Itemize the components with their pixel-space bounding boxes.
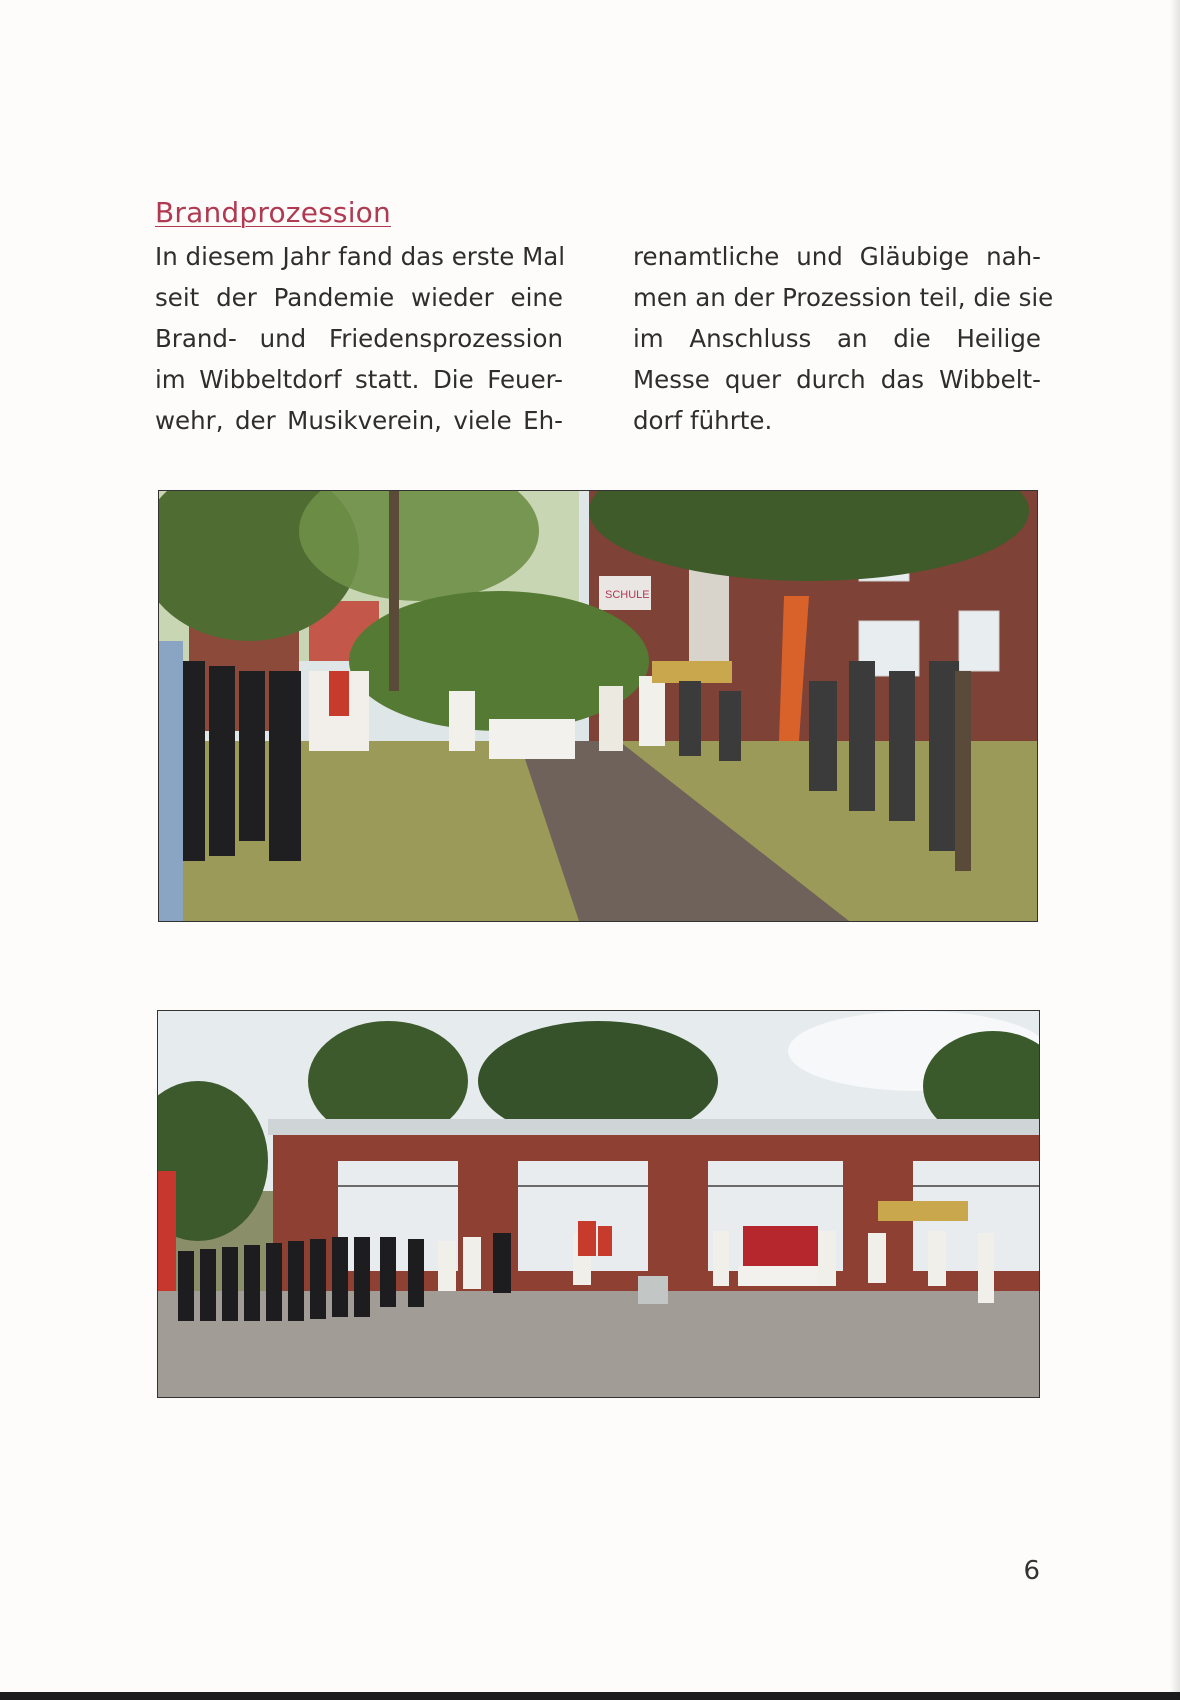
- text-line: dorf führte.: [633, 406, 773, 435]
- text-line: men an der Prozession teil, die sie: [633, 283, 1054, 312]
- text-line: wehr, der Musikverein, viele Eh-: [155, 406, 563, 435]
- photo-altar-at-school: [158, 490, 1038, 922]
- article-heading: Brandprozession: [155, 196, 391, 229]
- text-line: Brand- und Friedensprozession: [155, 324, 563, 353]
- page-edge-shadow: [1170, 0, 1180, 1700]
- text-line: im Wibbeltdorf statt. Die Feuer-: [155, 365, 563, 394]
- text-line: seit der Pandemie wieder eine: [155, 283, 563, 312]
- text-column-right: [633, 236, 1054, 441]
- text-line: im Anschluss an die Heilige: [633, 324, 1041, 353]
- text-line: In diesem Jahr fand das erste Mal: [155, 242, 566, 271]
- text-line: renamtliche und Gläubige nah-: [633, 242, 1041, 271]
- scan-bottom-edge: [0, 1692, 1180, 1700]
- text-line: Messe quer durch das Wibbelt-: [633, 365, 1041, 394]
- photo-altar-at-fire-station: [157, 1010, 1040, 1398]
- page-number: 6: [1023, 1556, 1040, 1586]
- school-sign-text: SCHULE: [605, 589, 650, 601]
- text-column-left: [155, 236, 566, 441]
